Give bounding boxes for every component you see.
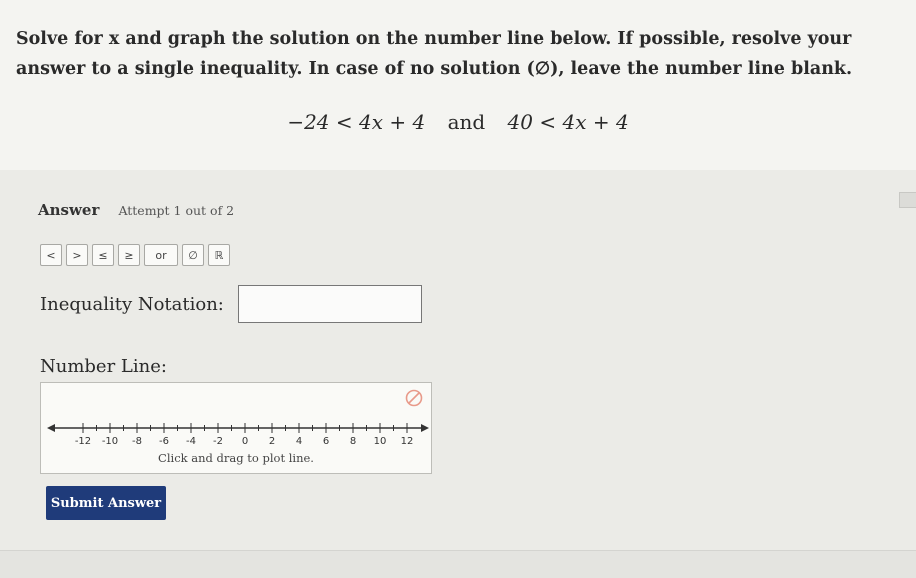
tick-label: -6 [159, 436, 169, 447]
or-button[interactable]: or [144, 244, 178, 266]
real-numbers-button[interactable]: ℝ [208, 244, 230, 266]
less-equal-button[interactable]: ≤ [92, 244, 114, 266]
inequality-left: −24 < 4x + 4 [287, 110, 426, 134]
tick-label: -12 [74, 436, 92, 447]
tick-label: -4 [186, 436, 196, 447]
attempt-counter: Attempt 1 out of 2 [118, 203, 235, 218]
footer-strip [0, 550, 916, 578]
compound-inequality [0, 110, 916, 134]
question-prompt: Solve for x and graph the solution on the number line below. If possible, resolve your answer to a single inequality. In case of no solution (∅), leave the number line blank. [16, 29, 853, 79]
empty-set-button[interactable]: ∅ [182, 244, 204, 266]
number-line-widget[interactable] [40, 382, 432, 474]
answer-label: Answer [38, 201, 100, 219]
tick-label: 8 [349, 436, 357, 447]
tick-label: 4 [295, 436, 303, 447]
inequality-row [40, 285, 422, 323]
tick-label: 6 [322, 436, 330, 447]
answer-header [38, 200, 234, 219]
greater-equal-button[interactable]: ≥ [118, 244, 140, 266]
left-arrow-icon [47, 424, 55, 432]
less-than-button[interactable]: < [40, 244, 62, 266]
symbol-toolbar [40, 244, 230, 266]
number-line-label: Number Line: [40, 356, 167, 377]
tick-label: -10 [101, 436, 119, 447]
inequality-right: 40 < 4x + 4 [507, 110, 629, 134]
inequality-notation-input[interactable] [238, 285, 422, 323]
tick-label: -8 [132, 436, 142, 447]
number-line-caption: Click and drag to plot line. [158, 451, 314, 465]
answer-panel [0, 170, 916, 550]
tick-label: 0 [241, 436, 249, 447]
submit-answer-button[interactable]: Submit Answer [46, 486, 166, 520]
right-arrow-icon [421, 424, 429, 432]
greater-than-button[interactable]: > [66, 244, 88, 266]
tick-label: 10 [373, 436, 387, 447]
inequality-notation-label: Inequality Notation: [40, 293, 224, 315]
tick-label: -2 [213, 436, 223, 447]
keyboard-toggle-icon[interactable] [899, 192, 916, 208]
question-panel [0, 0, 916, 170]
conjunction: and [447, 110, 486, 134]
tick-label: 12 [400, 436, 414, 447]
number-line[interactable] [41, 383, 433, 453]
tick-label: 2 [268, 436, 276, 447]
